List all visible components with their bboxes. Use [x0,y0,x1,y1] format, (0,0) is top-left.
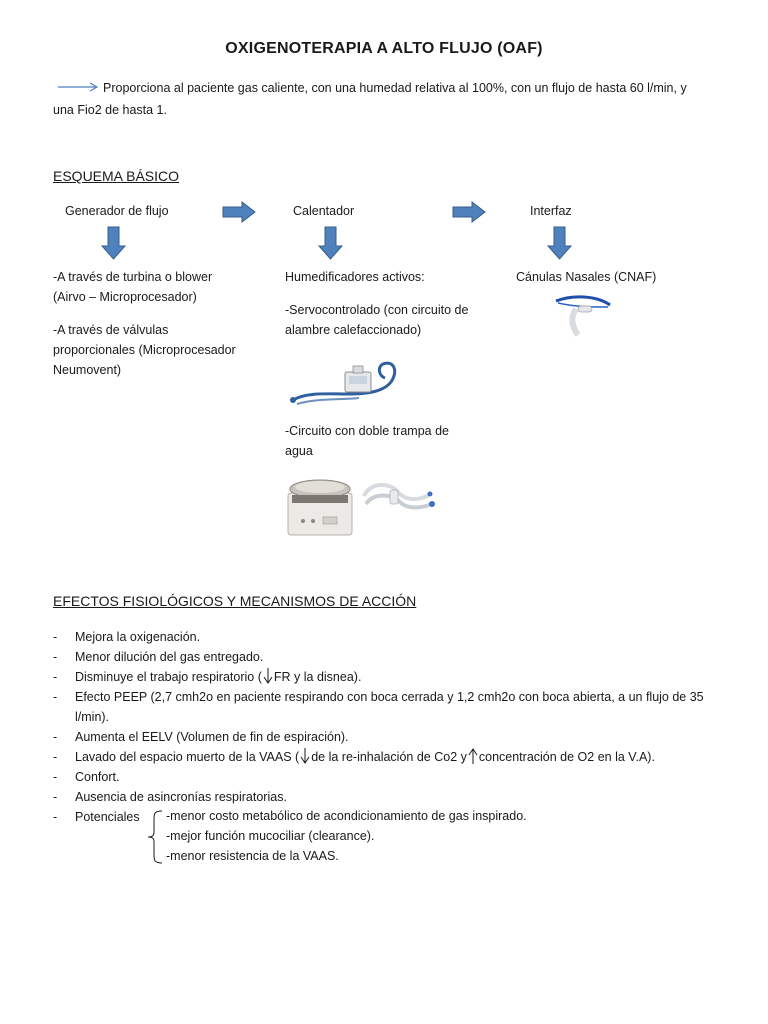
double-trap-circuit-image [360,478,436,518]
list-item: - Disminuye el trabajo respiratorio ( FR y la disnea). [53,670,362,684]
generador-item: proporcionales (Microprocesador [53,343,236,357]
generador-item: Neumovent) [53,363,122,377]
arrow-down-small-icon [299,748,311,764]
list-item: - Mejora la oxigenación. [53,630,201,644]
arrow-up-small-icon [467,748,479,764]
generador-label: Generador de flujo [65,204,169,218]
calentador-item: Humedificadores activos: [285,270,425,284]
calentador-label: Calentador [293,204,355,218]
list-item: - Menor dilución del gas entregado. [53,650,264,664]
calentador-item: agua [285,444,313,458]
list-item: - Potenciales [53,810,140,824]
humidifier-device-image [285,475,355,537]
efectos-heading: EFECTOS FISIOLÓGICOS Y MECANISMOS DE ACCIÓN [53,593,417,609]
calentador-item: -Servocontrolado (con circuito de [285,303,469,317]
generador-item: -A través de válvulas [53,323,169,337]
calentador-item: -Circuito con doble trampa de [285,424,449,438]
list-item: - Ausencia de asincronías respiratorias. [53,790,287,804]
esquema-heading: ESQUEMA BÁSICO [53,168,180,184]
arrow-down-small-icon [262,668,274,684]
list-item: - Aumenta el EELV (Volumen de fin de espiración). [53,730,349,744]
generador-item: (Airvo – Microprocesador) [53,290,197,304]
nasal-cannula-image [552,293,614,339]
servocontrolled-circuit-image [287,352,412,410]
page-title: OXIGENOTERAPIA A ALTO FLUJO (OAF) [225,40,543,57]
arrow-down-icon [318,226,344,260]
arrow-right-icon [222,201,256,223]
calentador-item: alambre calefaccionado) [285,323,422,337]
list-item: l/min). [75,710,110,724]
intro-line-2: una Fio2 de hasta 1. [53,103,167,117]
potenciales-item: -menor resistencia de la VAAS. [166,849,339,863]
arrow-down-icon [101,226,127,260]
brace-icon [146,808,166,866]
arrow-down-icon [547,226,573,260]
intro-line-1: Proporciona al paciente gas caliente, con una humedad relativa al 100%, con un flujo de hasta 60 l/min, y [103,81,687,95]
list-item: - Lavado del espacio muerto de la VAAS ( de la re-inhalación de Co2 y concentración de O2 en la V.A). [53,750,655,764]
efectos-list [53,627,704,827]
generador-item: -A través de turbina o blower [53,270,213,284]
list-item: - Confort. [53,770,120,784]
list-item: - Efecto PEEP (2,7 cmh2o en paciente respirando con boca cerrada y 1,2 cmh2o con boca abierta, a un flujo de 35 [53,690,704,704]
interfaz-label: Interfaz [530,204,572,218]
potenciales-item: -menor costo metabólico de acondicionamiento de gas inspirado. [166,809,527,823]
interfaz-item: Cánulas Nasales (CNAF) [516,270,657,284]
arrow-right-icon [452,201,486,223]
potenciales-item: -mejor función mucociliar (clearance). [166,829,375,843]
intro-arrow-icon [58,81,100,93]
